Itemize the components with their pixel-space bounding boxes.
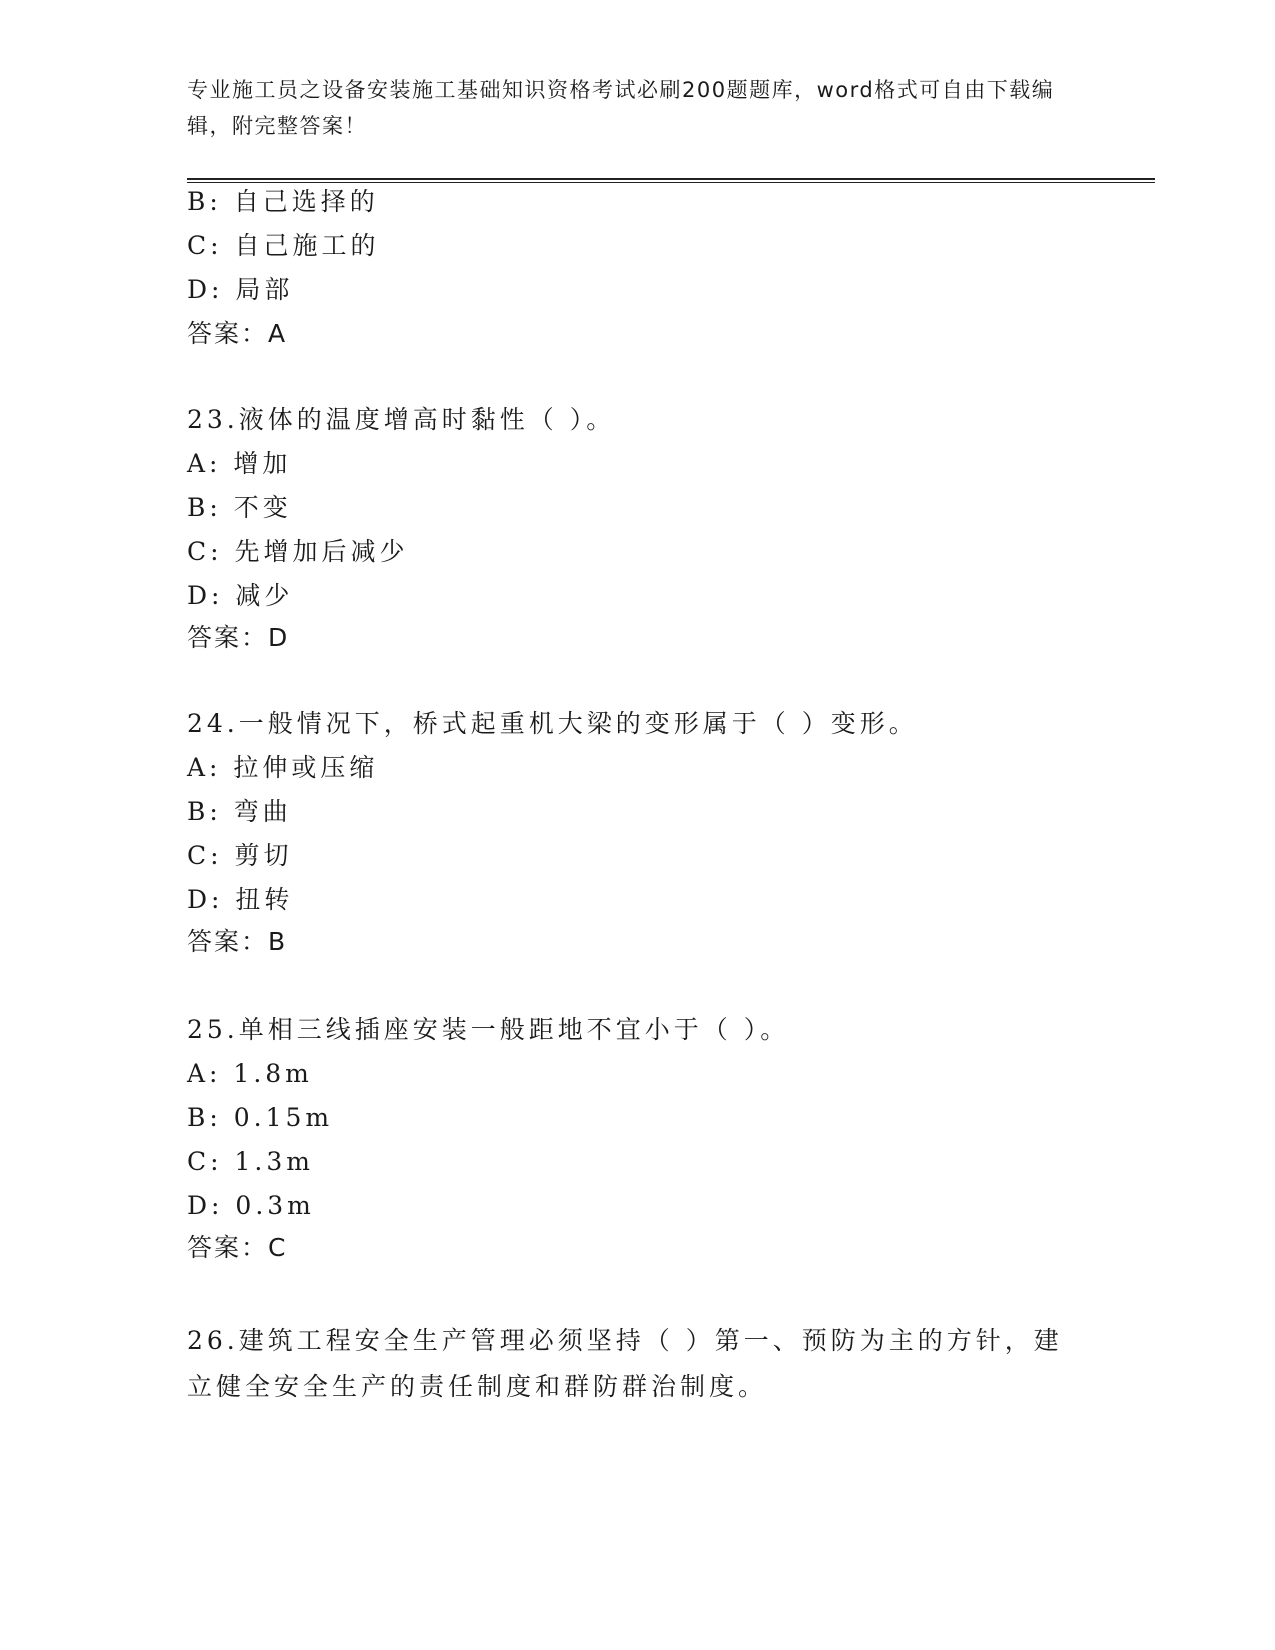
q25-stem: 25.单相三线插座安装一般距地不宜小于（ ）。 <box>187 1015 790 1044</box>
q24-answer: 答案：B <box>187 927 288 956</box>
q22-option-c: C: 自己施工的 <box>187 231 380 260</box>
header-divider <box>187 178 1155 183</box>
q23-stem: 23.液体的温度增高时黏性（ ）。 <box>187 405 616 434</box>
q25-option-c: C: 1.3m <box>187 1147 314 1176</box>
q24-option-b: B: 弯曲 <box>187 797 292 826</box>
q22-option-d: D: 局部 <box>187 275 294 304</box>
q25-answer: 答案：C <box>187 1233 288 1262</box>
document-header: 专业施工员之设备安装施工基础知识资格考试必刷200题题库，word格式可自由下载编辑，附完整答案！ <box>187 78 1055 138</box>
q25-option-a: A: 1.8m <box>187 1059 313 1088</box>
q23-option-a: A: 增加 <box>187 449 292 478</box>
q25-option-d: D: 0.3m <box>187 1191 315 1220</box>
q23-option-d: D: 减少 <box>187 581 294 610</box>
q25-option-b: B: 0.15m <box>187 1103 334 1132</box>
q26-stem: 26.建筑工程安全生产管理必须坚持（ ）第一、预防为主的方针，建立健全安全生产的责任制度和群防群治制度。 <box>187 1326 1063 1401</box>
q24-stem: 24.一般情况下，桥式起重机大梁的变形属于（ ）变形。 <box>187 709 918 738</box>
q23-answer: 答案：D <box>187 623 290 652</box>
q24-option-d: D: 扭转 <box>187 885 294 914</box>
document-page <box>187 0 1167 1650</box>
q24-option-a: A: 拉伸或压缩 <box>187 753 379 782</box>
q22-option-b: B: 自己选择的 <box>187 187 379 216</box>
q23-option-b: B: 不变 <box>187 493 292 522</box>
q23-option-c: C: 先增加后减少 <box>187 537 409 566</box>
q24-option-c: C: 剪切 <box>187 841 293 870</box>
q22-answer: 答案：A <box>187 319 288 348</box>
